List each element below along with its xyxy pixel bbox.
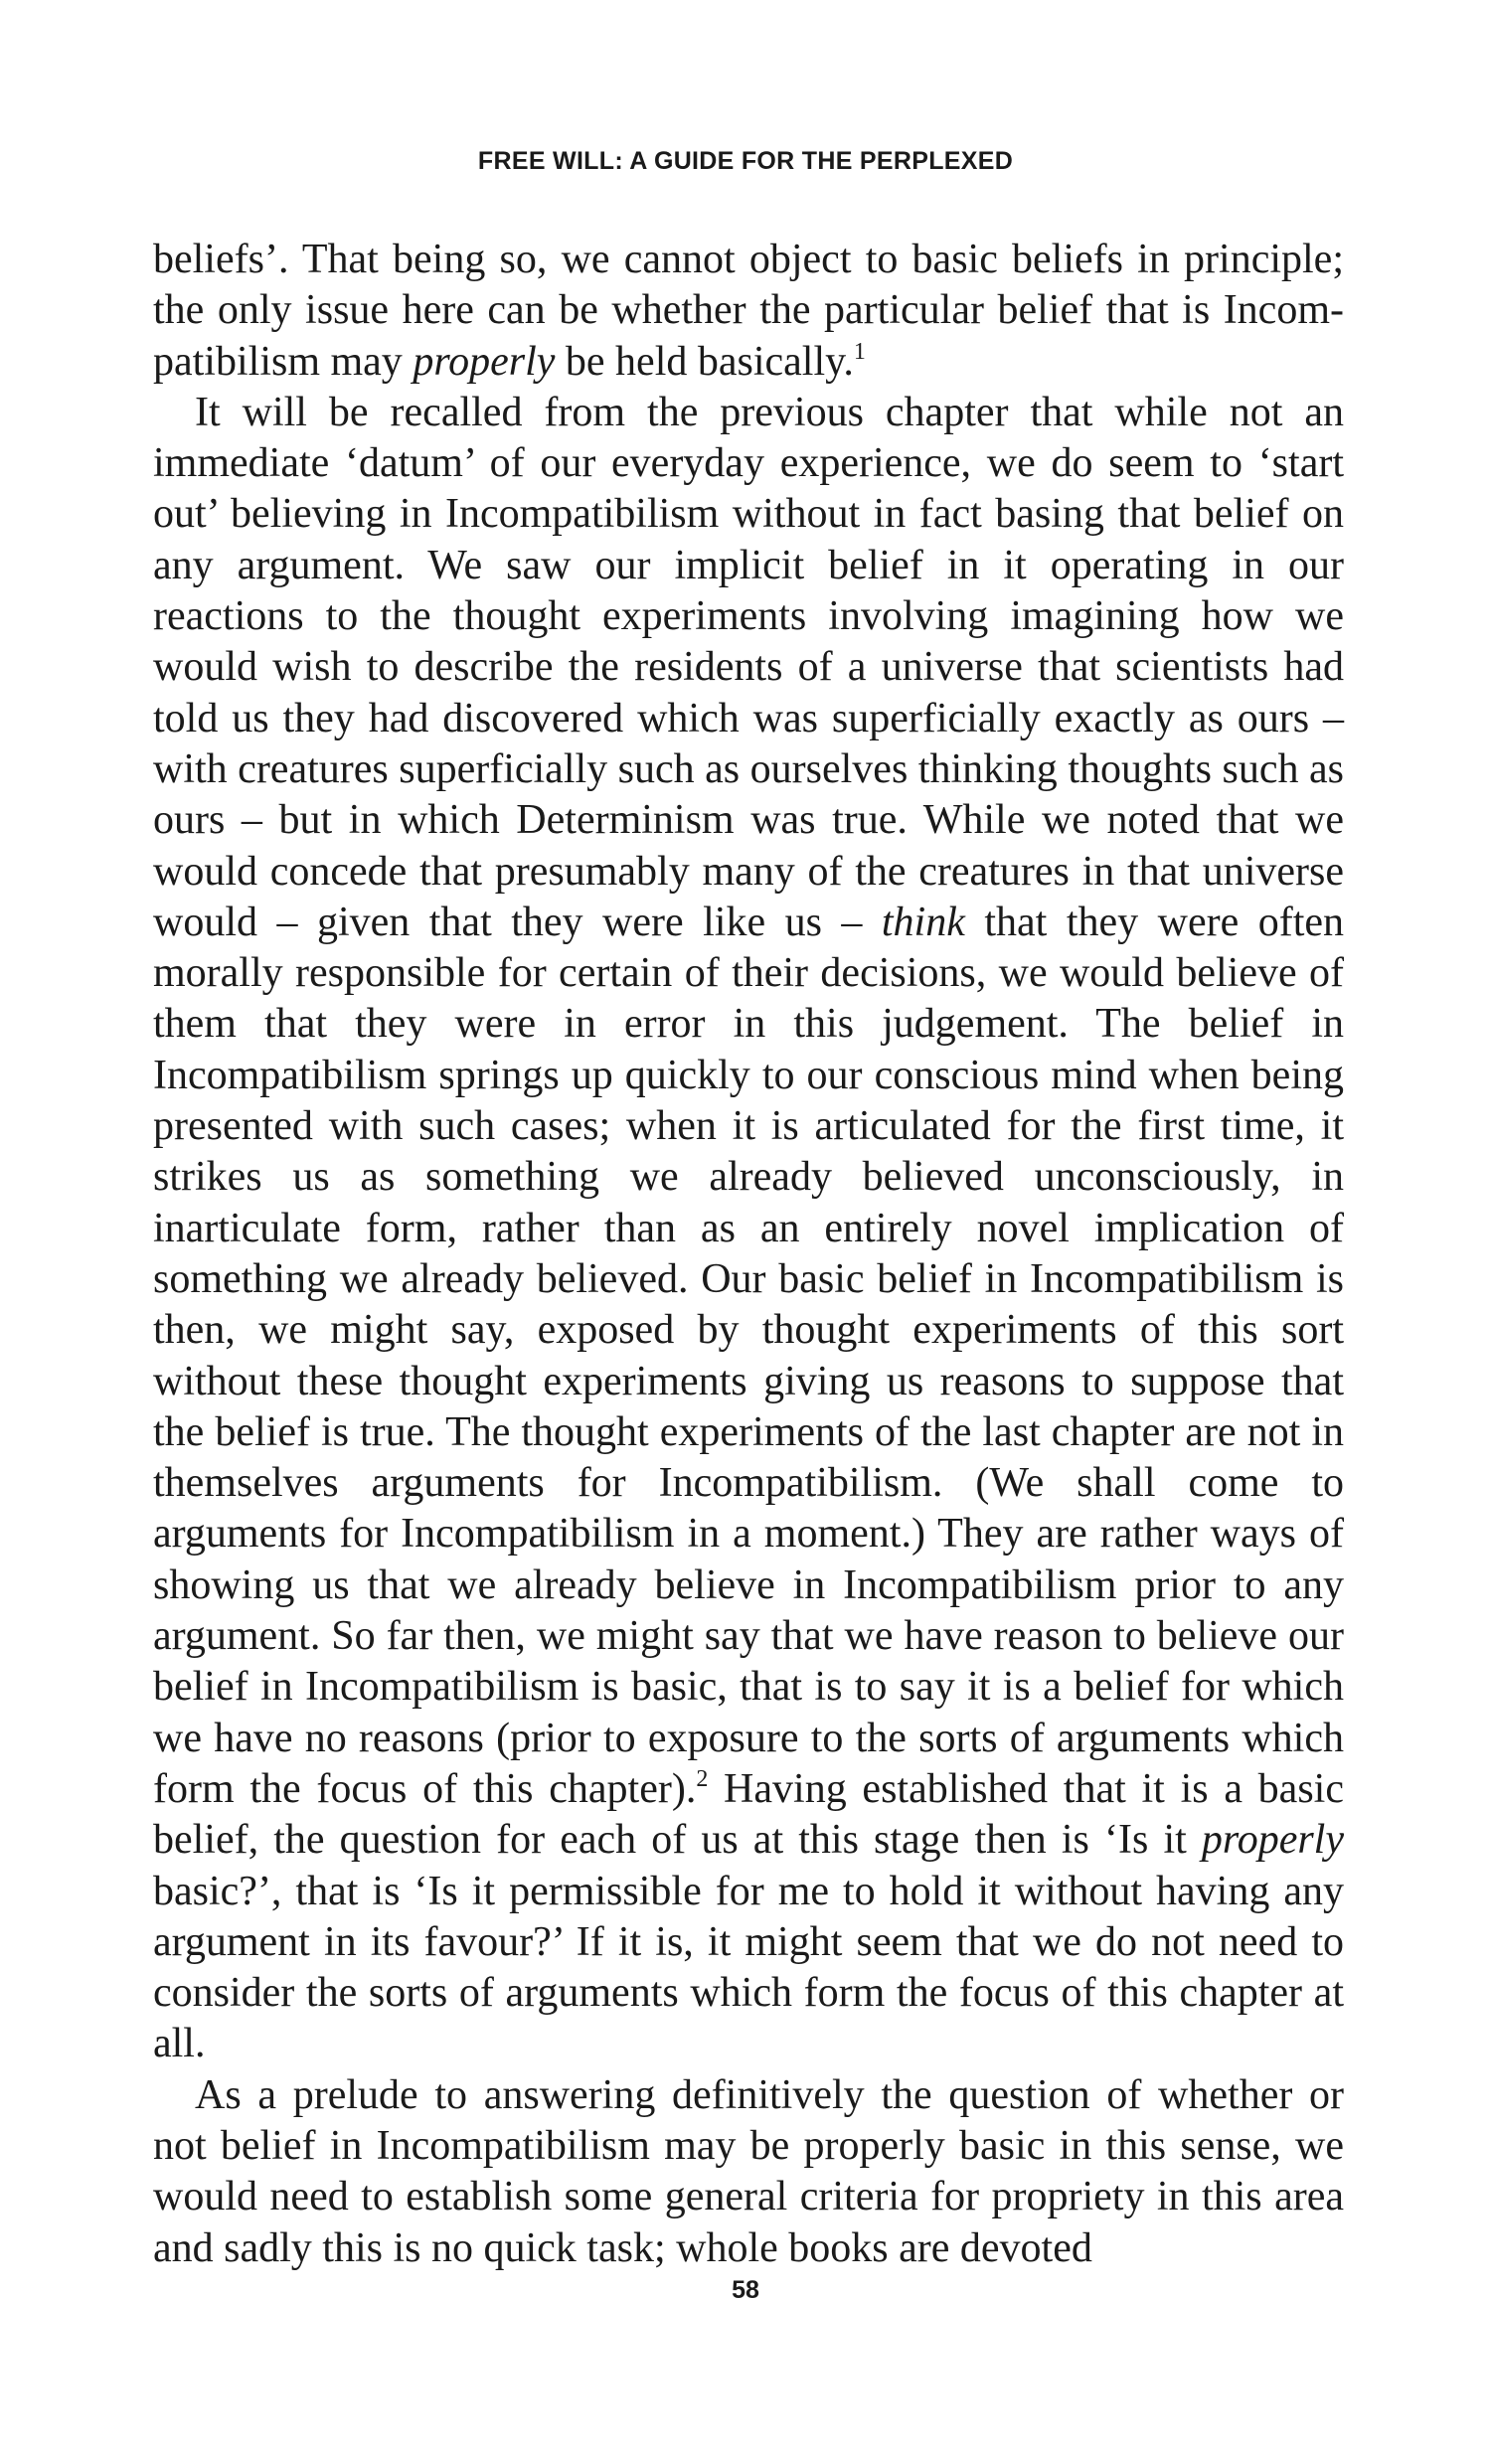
emphasis: think bbox=[881, 899, 965, 945]
body-text bbox=[153, 235, 1344, 2274]
text-run: that they were often morally responsible for certain of their decisions, we would believe of them that they were in error in this judgement. The belief in Incompatibilism springs up quickly to our conscious mind when being presented with such cases; when it is articulated for the first time, it strikes us as something we already believed unconsciously, in inarticulate form, rather than as an entirely novel implication of something we already believed. Our basic belief in Incompatibilism is then, we might say, exposed by thought experiments of this sort without these thought experiments giving us reasons to suppose that the belief is true. The thought experiments of the last chapter are not in themselves arguments for Incompatibilism. (We shall come to arguments for Incompatibilism in a moment.) They are rather ways of showing us that we already believe in Incompatibilism prior to any argument. So far then, we might say that we have reason to believe our belief in Incompatibilism is basic, that is to say it is a belief for which we have no reasons (prior to exposure to the sorts of arguments which form the focus of this chapter). bbox=[153, 899, 1344, 1812]
running-head: FREE WILL: A GUIDE FOR THE PERPLEXED bbox=[477, 147, 1014, 175]
text-run: be held basically. bbox=[555, 338, 854, 385]
text-run: It will be recalled from the previous chapter that while not an immediate ‘datum’ of our everyday experience, we do seem to ‘start out’ believing in Incompatibilism without in fact basing that belief on any argument. We saw our implicit belief in it operating in our reactions to the thought experiments involving imagining how we would wish to describe the residents of a universe that scientists had told us they had discovered which was superficially exactly as ours – with creatures superficially such as ourselves thinking thoughts such as ours – but in which Determinism was true. While we noted that we would concede that presumably many of the creatures in that universe would – given that they were like us – bbox=[153, 389, 1344, 945]
emphasis: properly bbox=[413, 338, 556, 385]
text-run: beliefs’. That being so, we cannot object to basic beliefs in principle; the only issue here can be whether the particular belief that is Incompatibilism may bbox=[153, 237, 1344, 385]
footnote-marker: 1 bbox=[853, 338, 866, 365]
text-run: basic?’, that is ‘Is it permissible for me to hold it without having any argument in its favour?’ If it is, it might seem that we do not need to consider the sorts of arguments which form the focus of this chapter at all. bbox=[153, 1868, 1344, 2067]
page-number: 58 bbox=[732, 2276, 759, 2304]
paragraph bbox=[153, 388, 1344, 2070]
text-run: Having established that it is a basic belief, the question for each of us at this stage then is ‘Is it bbox=[153, 1765, 1344, 1864]
emphasis: properly bbox=[1201, 1817, 1344, 1864]
text-run: As a prelude to answering definitively the question of whether or not belief in Incompatibilism may be properly basic in this sense, we would need to establish some general criteria for propriety in this area and sadly this is no quick task; whole books are devoted bbox=[153, 2071, 1344, 2271]
paragraph bbox=[153, 2070, 1344, 2274]
footnote-marker: 2 bbox=[696, 1765, 709, 1792]
paragraph-continued bbox=[153, 235, 1344, 388]
